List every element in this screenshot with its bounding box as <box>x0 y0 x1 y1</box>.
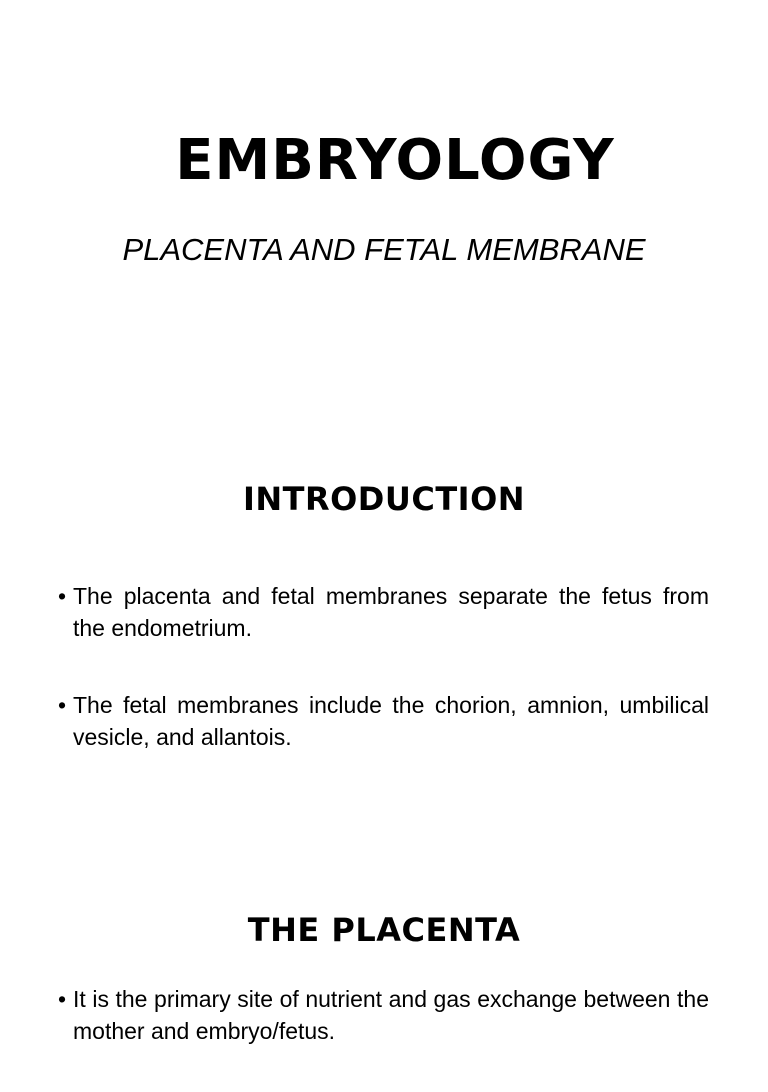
placenta-bullet-list <box>58 983 709 1092</box>
bullet-item: • It is the primary site of nutrient and gas exchange between the mother and embryo/fetus. <box>58 983 709 1047</box>
introduction-bullet-list <box>58 580 709 798</box>
bullet-item: • The placenta and fetal membranes separate the fetus from the endometrium. <box>58 580 709 644</box>
bullet-item: • The fetal membranes include the chorion, amnion, umbilical vesicle, and allantois. <box>58 689 709 753</box>
slide-subtitle: PLACENTA AND FETAL MEMBRANE <box>122 232 646 267</box>
section-heading-placenta: THE PLACENTA <box>247 911 521 949</box>
slide-title: EMBRYOLOGY <box>175 128 615 193</box>
section-heading-introduction: INTRODUCTION <box>242 480 526 518</box>
